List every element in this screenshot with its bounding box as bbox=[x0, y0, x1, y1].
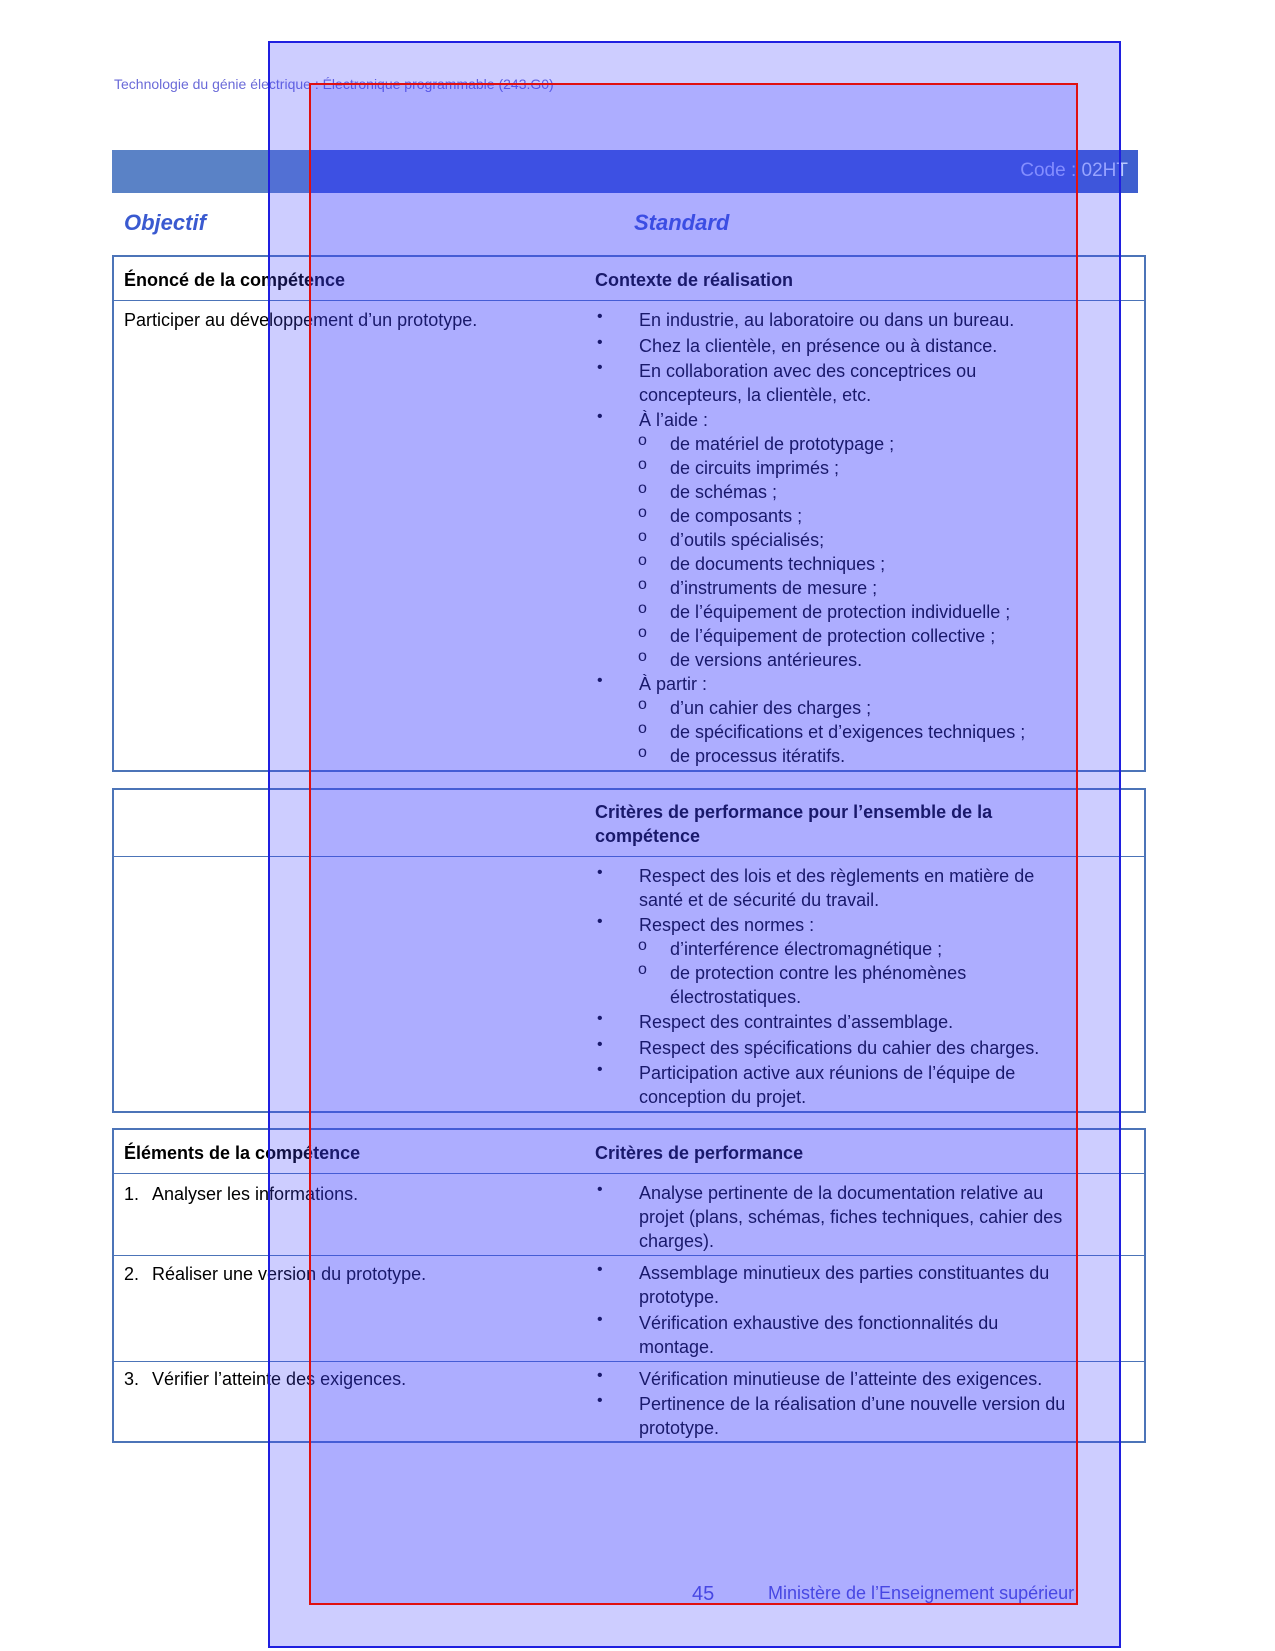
program-title: Technologie du génie électrique : Électronique programmable (243.G0) bbox=[114, 76, 554, 92]
header-contexte: Contexte de réalisation bbox=[595, 270, 794, 290]
header-criteres-global-1: Critères de performance pour l’ensemble de la bbox=[595, 802, 993, 822]
ministry-name: Ministère de l’Enseignement supérieur bbox=[768, 1583, 1075, 1603]
element-row: 1. Analyser les informations. bbox=[124, 1184, 359, 1204]
element-row: 3. Vérifier l’atteinte des exigences. bbox=[124, 1369, 407, 1389]
competency-code: Code : 02HT bbox=[1020, 160, 1128, 181]
header-criteres-global-2: compétence bbox=[595, 826, 701, 846]
header-enonce: Énoncé de la compétence bbox=[124, 270, 346, 290]
section-standard: Standard bbox=[634, 210, 730, 235]
section-objectif: Objectif bbox=[124, 210, 206, 235]
competence-statement: Participer au développement d’un prototype. bbox=[124, 310, 478, 330]
overlay-inner-box bbox=[309, 83, 1078, 1605]
header-criteres: Critères de performance bbox=[595, 1143, 804, 1163]
header-elements: Éléments de la compétence bbox=[124, 1143, 361, 1163]
page-number: 45 bbox=[692, 1583, 715, 1605]
element-row: 2. Réaliser une version du prototype. bbox=[124, 1264, 427, 1284]
